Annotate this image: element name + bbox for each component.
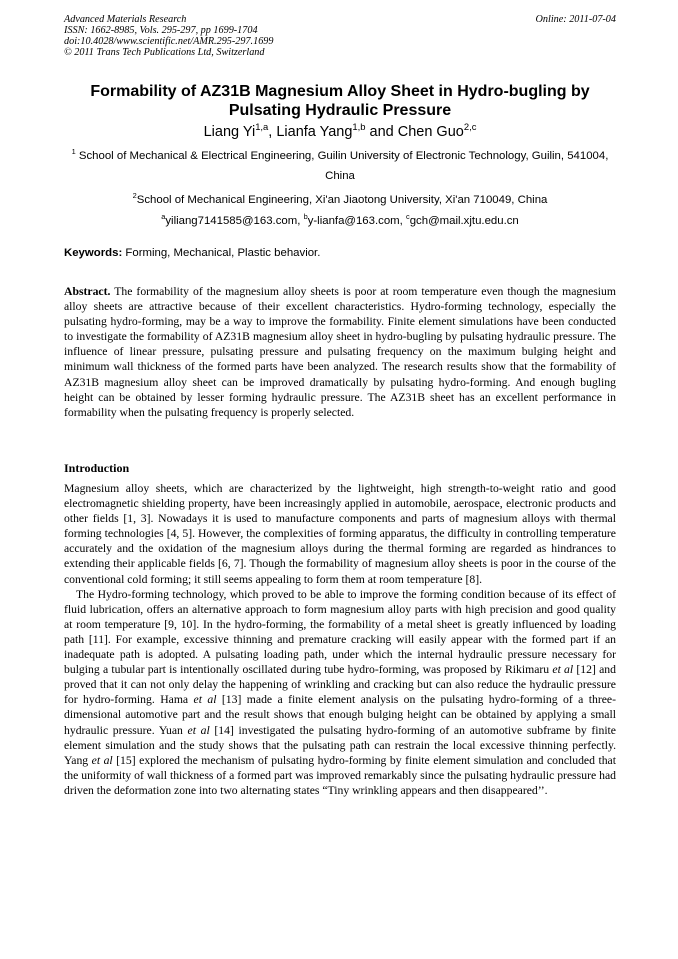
et-al: et al: [193, 693, 217, 707]
email-address: y-lianfa@163.com,: [307, 215, 406, 227]
paragraph-text: [15] explored the mechanism of pulsating hydro-forming by finite element simulation and concluded that the uniformity of wall thickness of a formed part was improved remarkably since the pulsating hydraulic pressure had driven the deformation zone into two alternating states “Tiny wrinkling appears and then disappeared’’.: [64, 753, 616, 797]
issn-line: ISSN: 1662-8985, Vols. 295-297, pp 1699-1704: [64, 25, 258, 36]
keywords-text: Forming, Mechanical, Plastic behavior.: [122, 247, 321, 259]
paragraph-text: [12] and proved that it can not only delay the happening of wrinkling and cracking but can also reduce the hydraulic pressure for hydro-forming. Hama: [64, 663, 616, 707]
paragraph-text: The Hydro-forming technology, which proved to be able to improve the forming condition because of its effect of fluid lubrication, offers an alternative approach to form magnesium alloy parts with high precision and good quality at room temperature [9, 10]. In the hydro-forming, the formability of a metal sheet is greatly influenced by loading path [11]. For example, excessive thinning and premature cracking will easily appear with the formed part if an inadequate path is adopted. A pulsating loading path, under which the internal hydraulic pressure necessary for bulging a tubular part is intentionally oscillated during tube hydro-forming, was proposed by Rikimaru: [64, 587, 616, 677]
affiliation-1: [64, 146, 616, 186]
author-name: Liang Yi: [203, 124, 256, 140]
author-separator: and: [365, 124, 398, 140]
affiliation-text: School of Mechanical & Electrical Engineering, Guilin University of Electronic Technology, Guilin, 541004, China: [78, 150, 609, 182]
et-al: et al: [187, 723, 210, 737]
paragraph: Magnesium alloy sheets, which are characterized by the lightweight, high strength-to-weight ratio and good electromagnetic shielding property, have been increasingly applied in automobile, aerospace, electronic products and other fields [1, 3]. Nowadays it is used to manufacture components and parts of magnesium alloys with thermal forming technologies [4, 5]. However, the complexities of forming apparatus, the difficulty in controlling temperature accurately and the oxidation of the magnesium alloys during the thermal forming are regarded as hindrances to extending their applicable fields [6, 7]. Though the formability of magnesium alloy sheets is poor in the course of the conventional cold forming; it still seems appealing to form them at room temperature [8].: [64, 482, 616, 586]
abstract-label: Abstract.: [64, 285, 111, 298]
author-affiliation-mark: 1,a: [255, 121, 269, 133]
affiliation-2: [64, 190, 616, 210]
author-separator: ,: [268, 124, 277, 140]
paragraph-text: [13] made a finite element analysis on the pulsating hydro-forming of a three-dimensional automotive part and the result shows that enough bulging height can be obtained by applying a small hydraulic pressure. Yuan: [64, 693, 616, 737]
keywords: [64, 246, 616, 260]
email-mark: a: [161, 212, 166, 222]
introduction-body: [64, 481, 616, 798]
email-address: gch@mail.xjtu.edu.cn: [409, 215, 519, 227]
affiliation-mark: 2: [132, 191, 137, 201]
email-line: [64, 211, 616, 231]
abstract-text: The formability of the magnesium alloy sheets is poor at room temperature even though the magnesium alloy sheets are attractive because of their excellent characteristics. Hydro-forming technology, especially the pulsating hydro-forming, may be a way to improve the formability. Finite element simulations have been conducted to investigate the formability of AZ31B magnesium alloy sheet in hydro-bugling by pulsating hydraulic pressure. The influence of linear pressure, pulsating pressure and pulsating frequency on the maximum bulging height and minimum wall thickness of the formed parts have been analyzed. The research results show that the formability of AZ31B magnesium alloy sheet can be improved dramatically by pulsating hydro-forming. And enough bugling height can be obtained by lesser forming hydraulic pressure. The AZ31B sheet has an excellent performance in formability when the pulsating frequency is properly selected.: [64, 285, 616, 419]
email-address: yiliang7141585@163.com,: [165, 215, 304, 227]
et-al: et al: [91, 753, 113, 767]
keywords-label: Keywords:: [64, 247, 123, 259]
author-affiliation-mark: 1,b: [352, 121, 366, 133]
author-affiliation-mark: 2,c: [463, 121, 477, 133]
affiliation-text: School of Mechanical Engineering, Xi'an Jiaotong University, Xi'an 710049, China: [136, 194, 548, 206]
paper-title: Formability of AZ31B Magnesium Alloy Sheet in Hydro-bugling by Pulsating Hydraulic Pressure: [90, 83, 590, 119]
paragraph: [64, 587, 616, 798]
email-mark: c: [406, 212, 410, 222]
section-heading-introduction: Introduction: [64, 461, 130, 475]
author-name: Lianfa Yang: [276, 124, 353, 140]
author-list: [64, 123, 616, 141]
doi-line: doi:10.4028/www.scientific.net/AMR.295-297.1699: [64, 36, 274, 47]
email-mark: b: [303, 212, 308, 222]
author-name: Chen Guo: [397, 124, 464, 140]
online-date: Online: 2011-07-04: [535, 14, 616, 25]
abstract: [64, 284, 616, 420]
journal-header: [64, 14, 616, 58]
journal-name: Advanced Materials Research: [64, 14, 187, 25]
copyright-line: © 2011 Trans Tech Publications Ltd, Switzerland: [64, 47, 265, 58]
et-al: et al: [552, 663, 574, 677]
paragraph-text: [14] investigated the pulsating hydro-forming of an automotive subframe by finite element simulation and the study shows that the pulsating path can restrain the local excessive thinning perfectly. Yang: [64, 723, 616, 767]
affiliation-mark: 1: [71, 147, 76, 157]
